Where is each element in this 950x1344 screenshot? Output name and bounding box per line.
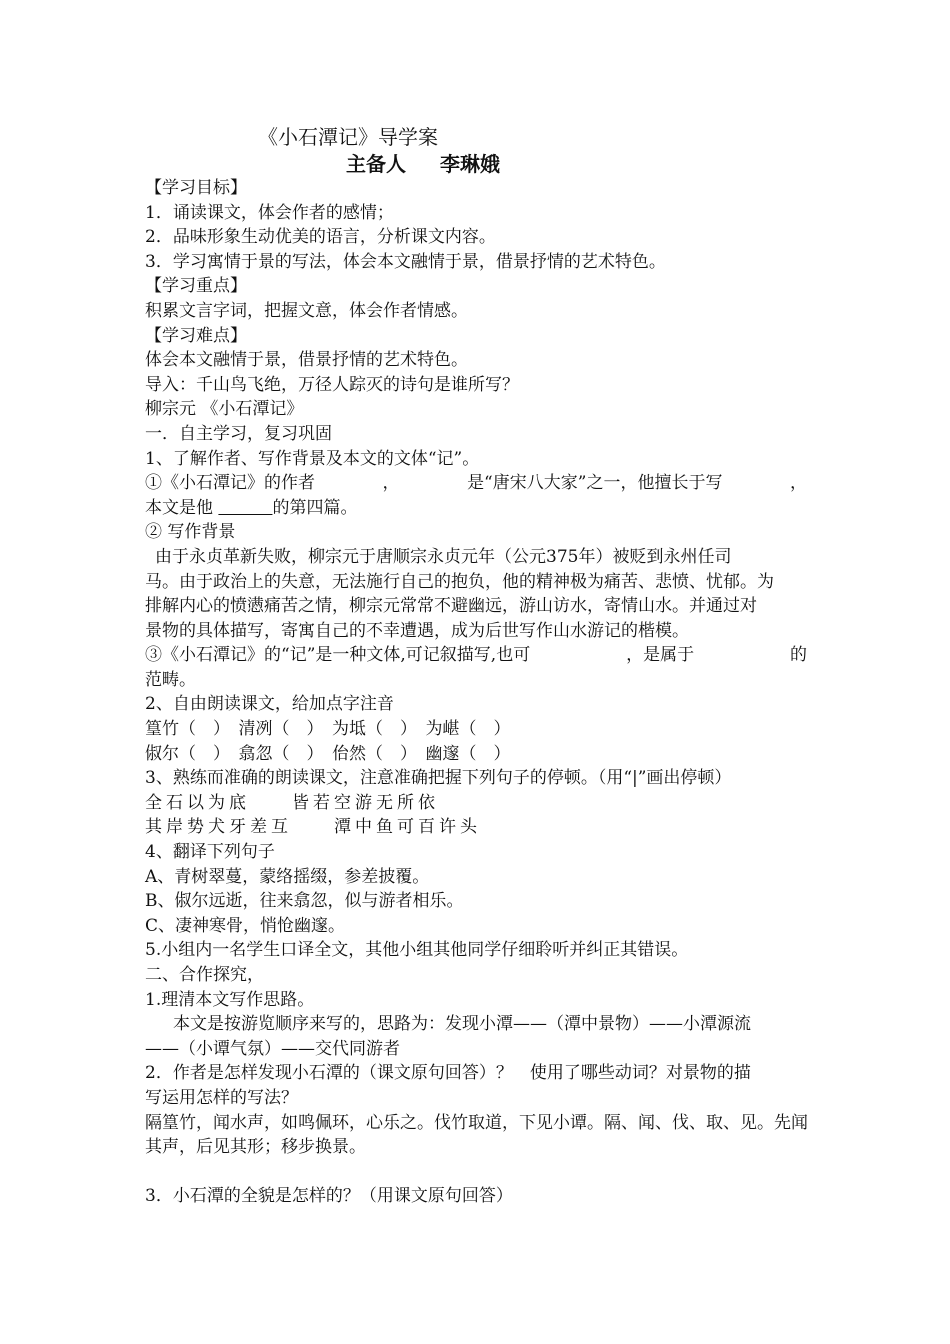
text-segment: ③《小石潭记》的“记”是一种文体,可记叙描写,也可 (145, 645, 531, 666)
pause-sentence: 其岸势犬牙差互 潭中鱼可百许头 (145, 817, 481, 838)
question: 4、翻译下列句子 (145, 842, 275, 863)
paragraph (145, 1012, 807, 1037)
paragraph: 景物的具体描写，寄寓自己的不幸遭遇，成为后世写作山水游记的楷模。 (145, 620, 689, 641)
paragraph: 马。由于政治上的失意，无法施行自己的抱负，他的精神极为痛苦、悲愤、忧郁。为 (145, 571, 774, 592)
pause-sentence: 全石以为底 皆若空游无所依 (145, 792, 439, 813)
spacer (145, 1160, 807, 1185)
section-heading: 【学习难点】 (145, 325, 247, 346)
question: 写运用怎样的写法？ (145, 1087, 298, 1108)
preparer-label: 主备人 (346, 152, 406, 176)
document-body (145, 176, 807, 1209)
section-heading: 【学习重点】 (145, 276, 247, 297)
text-segment: 本文是他 (145, 497, 219, 518)
pinyin-row: 俶尔（ ） 翕忽（ ） 佁然（ ） 幽邃（ ） (145, 743, 511, 764)
paragraph-text: 本文是按游览顺序来写的，思路为：发现小潭——（潭中景物）——小潭源流 (173, 1014, 751, 1035)
question: 5.小组内一名学生口译全文，其他小组其他同学仔细聆听并纠正其错误。 (145, 940, 689, 961)
text-segment: ， (382, 473, 400, 494)
paragraph: 排解内心的愤懑痛苦之情，柳宗元常常不避幽远，游山访水，寄情山水。并通过对 (145, 596, 757, 617)
fill-in-line (145, 496, 807, 521)
paragraph: 柳宗元 《小石潭记》 (145, 399, 304, 420)
goal-item: 2．品味形象生动优美的语言，分析课文内容。 (145, 227, 496, 248)
fill-in-line (145, 471, 807, 496)
goal-item: 3．学习寓情于景的写法，体会本文融情于景，借景抒情的艺术特色。 (145, 251, 666, 272)
goal-item: 1．诵读课文，体会作者的感情； (145, 202, 394, 223)
paragraph (145, 545, 807, 570)
section-heading: 二、合作探究， (145, 965, 264, 985)
paragraph: 体会本文融情于景，借景抒情的艺术特色。 (145, 350, 468, 371)
translate-item: B、俶尔远逝，往来翕忽，似与游者相乐。 (145, 891, 464, 912)
section-heading: 一．自主学习，复习巩固 (145, 423, 332, 444)
translate-item: A、青树翠蔓，蒙络摇缀，参差披覆。 (145, 866, 430, 887)
text-segment: 的第四篇。 (272, 497, 358, 518)
text-segment: ， (789, 473, 807, 494)
paragraph: ——（小谭气氛）——交代同游者 (145, 1038, 400, 1059)
paragraph: 积累文言字词，把握文意，体会作者情感。 (145, 300, 468, 321)
question: 3．小石潭的全貌是怎样的？（用课文原句回答） (145, 1186, 513, 1207)
paragraph: 隔篁竹，闻水声，如鸣佩环，心乐之。伐竹取道，下见小谭。隔、闻、伐、取、见。先闻 (145, 1112, 808, 1133)
preparer-line (346, 148, 500, 177)
paragraph-text: 由于永贞革新失败，柳宗元于唐顺宗永贞元年（公元375年）被贬到永州任司 (155, 546, 732, 567)
question: 1、了解作者、写作背景及本文的文体“记”。 (145, 448, 480, 469)
pinyin-row: 篁竹（ ） 清冽（ ） 为坻（ ） 为嵁（ ） (145, 719, 511, 740)
question: 3、熟练而准确的朗读课文，注意准确把握下列句子的停顿。（用“|”画出停顿） (145, 768, 732, 789)
fill-in-line (145, 643, 807, 668)
text-segment: 的 (789, 645, 807, 666)
text-segment: 是“唐宋八大家”之一，他擅长于写 (467, 473, 723, 494)
blank-underline (218, 498, 272, 518)
question: 2、自由朗读课文，给加点字注音 (145, 694, 394, 715)
preparer-name: 李琳娥 (440, 152, 500, 176)
translate-item: C、凄神寒骨，悄怆幽邃。 (145, 915, 346, 936)
text-segment: ，是属于 (626, 645, 695, 666)
paragraph: 导入：千山鸟飞绝，万径人踪灭的诗句是谁所写？ (145, 374, 519, 395)
paragraph: 范畴。 (145, 669, 196, 690)
paragraph: 其声，后见其形；移步换景。 (145, 1137, 366, 1158)
question: ② 写作背景 (145, 522, 236, 543)
question: 2．作者是怎样发现小石潭的（课文原句回答）？ 使用了哪些动词？对景物的描 (145, 1063, 751, 1084)
page-title: 《小石潭记》导学案 (258, 125, 438, 149)
section-heading: 【学习目标】 (145, 178, 247, 198)
text-segment: ①《小石潭记》的作者 (145, 473, 315, 494)
question: 1.理清本文写作思路。 (145, 989, 315, 1010)
